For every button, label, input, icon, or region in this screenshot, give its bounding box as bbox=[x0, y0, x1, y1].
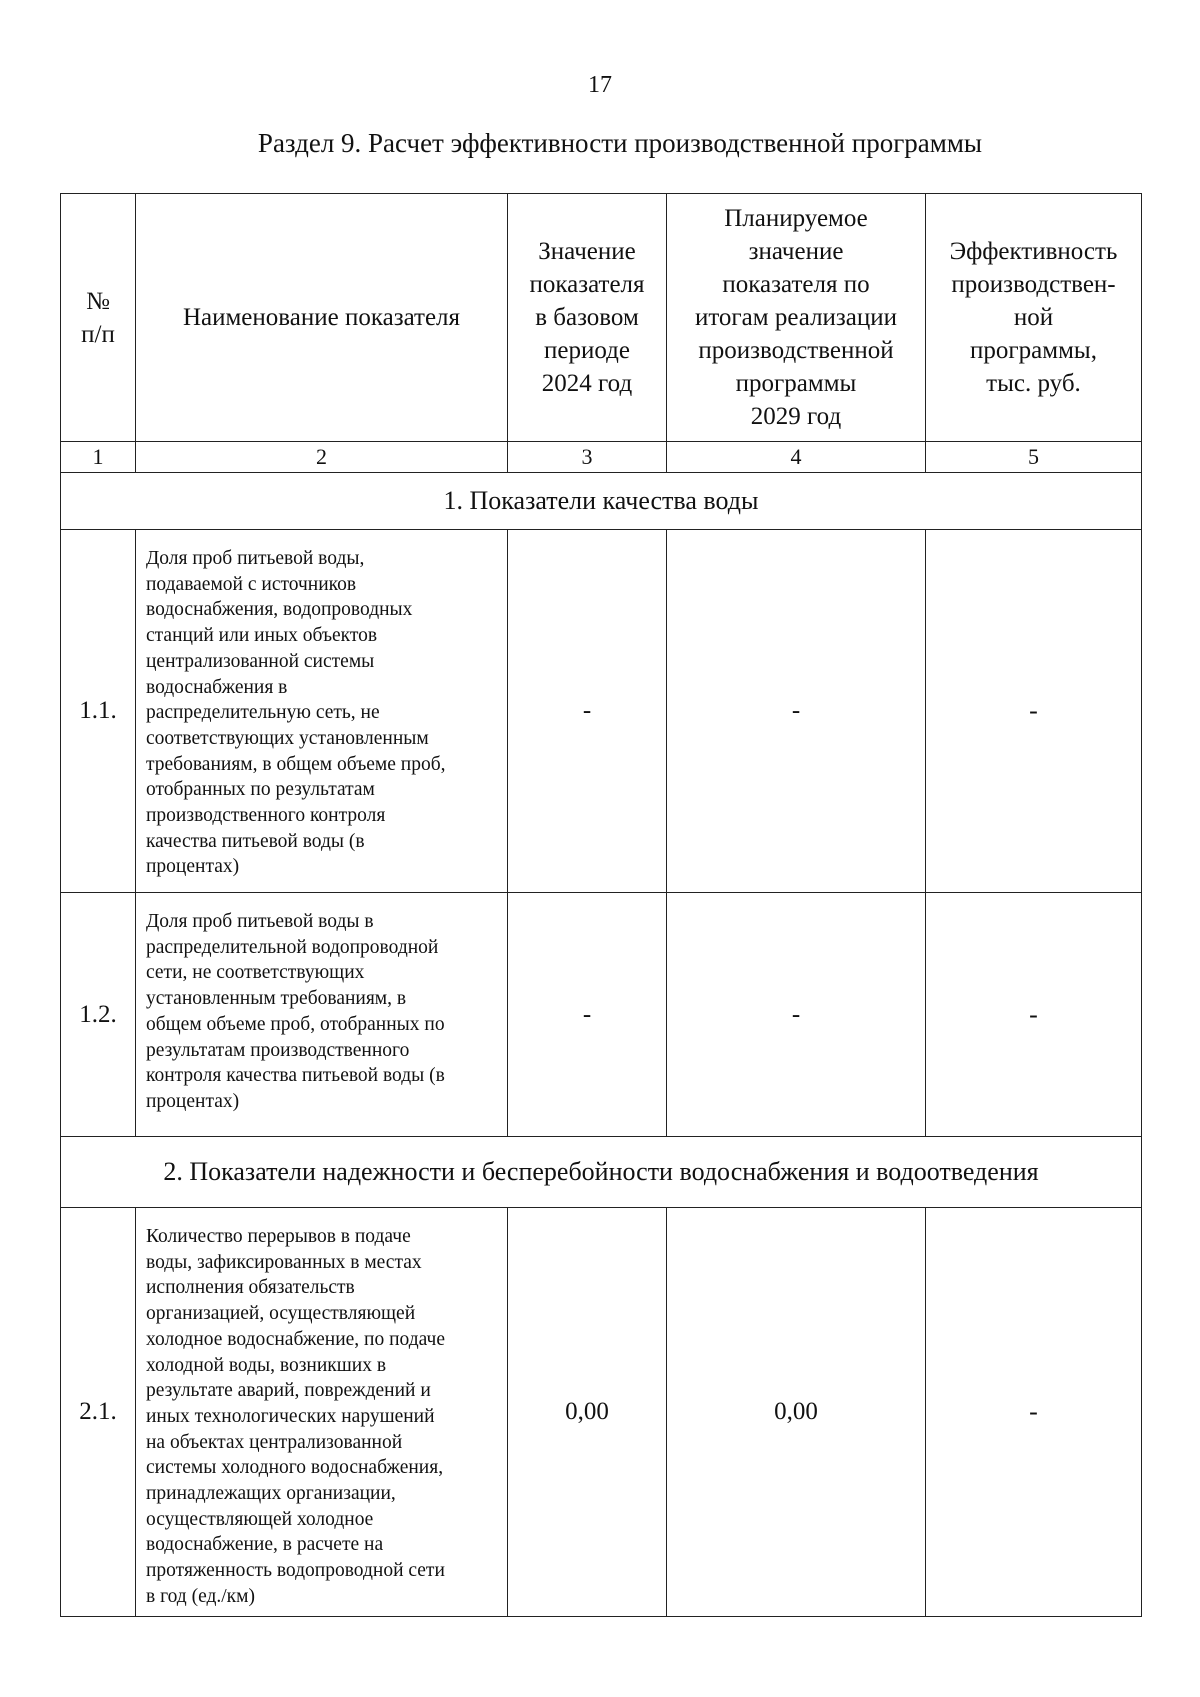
header-number: № п/п bbox=[61, 194, 136, 442]
indicator-name: Количество перерывов в подаче воды, зафиксированных в местах исполнения обязательств организацией, осуществляющей холодное водоснабжение, по подаче холодной воды, возникших в результате аварий, повреждений и иных технологических нарушений на объектах централизованной системы холодного водоснабжения, принадлежащих организации, осуществляющей холодное водоснабжение, в расчете на протяженность водопроводной сети в год (ед./км) bbox=[136, 1208, 508, 1617]
efficiency-value: - bbox=[926, 893, 1142, 1137]
planned-value: - bbox=[667, 530, 926, 893]
group-title: 1. Показатели качества воды bbox=[61, 473, 1142, 530]
planned-value: 0,00 bbox=[667, 1208, 926, 1617]
indicator-name: Доля проб питьевой воды в распределительной водопроводной сети, не соответствующих установленным требованиям, в общем объеме проб, отобранных по результатам производственного контроля качества питьевой воды (в процентах) bbox=[136, 893, 508, 1137]
efficiency-value: - bbox=[926, 530, 1142, 893]
row-id: 1.2. bbox=[61, 893, 136, 1137]
page-number: 17 bbox=[588, 72, 612, 98]
efficiency-value: - bbox=[926, 1208, 1142, 1617]
group-row bbox=[61, 1137, 1142, 1208]
column-number: 4 bbox=[667, 442, 926, 473]
base-value: - bbox=[508, 893, 667, 1137]
group-title: 2. Показатели надежности и бесперебойности водоснабжения и водоотведения bbox=[61, 1137, 1142, 1208]
planned-value: - bbox=[667, 893, 926, 1137]
group-row bbox=[61, 473, 1142, 530]
column-number: 2 bbox=[136, 442, 508, 473]
header-name: Наименование показателя bbox=[136, 194, 508, 442]
row-id: 2.1. bbox=[61, 1208, 136, 1617]
header-row bbox=[61, 194, 1142, 442]
section-title: Раздел 9. Расчет эффективности производственной программы bbox=[257, 128, 983, 158]
row-id: 1.1. bbox=[61, 530, 136, 893]
base-value: - bbox=[508, 530, 667, 893]
header-efficiency: Эффективность производствен- ной программы, тыс. руб. bbox=[926, 194, 1142, 442]
table-row bbox=[61, 1208, 1142, 1617]
column-number: 1 bbox=[61, 442, 136, 473]
table-row bbox=[61, 530, 1142, 893]
header-base-value: Значение показателя в базовом периоде 2024 год bbox=[508, 194, 667, 442]
column-number-row bbox=[61, 442, 1142, 473]
column-number: 3 bbox=[508, 442, 667, 473]
base-value: 0,00 bbox=[508, 1208, 667, 1617]
column-number: 5 bbox=[926, 442, 1142, 473]
indicator-name: Доля проб питьевой воды, подаваемой с источников водоснабжения, водопроводных станций или иных объектов централизованной системы водоснабжения в распределительную сеть, не соответствующих установленным требованиям, в общем объеме проб, отобранных по результатам производственного контроля качества питьевой воды (в процентах) bbox=[136, 530, 508, 893]
table-row bbox=[61, 893, 1142, 1137]
efficiency-table bbox=[60, 193, 1142, 1617]
header-planned-value: Планируемое значение показателя по итогам реализации производственной программы 2029 год bbox=[667, 194, 926, 442]
